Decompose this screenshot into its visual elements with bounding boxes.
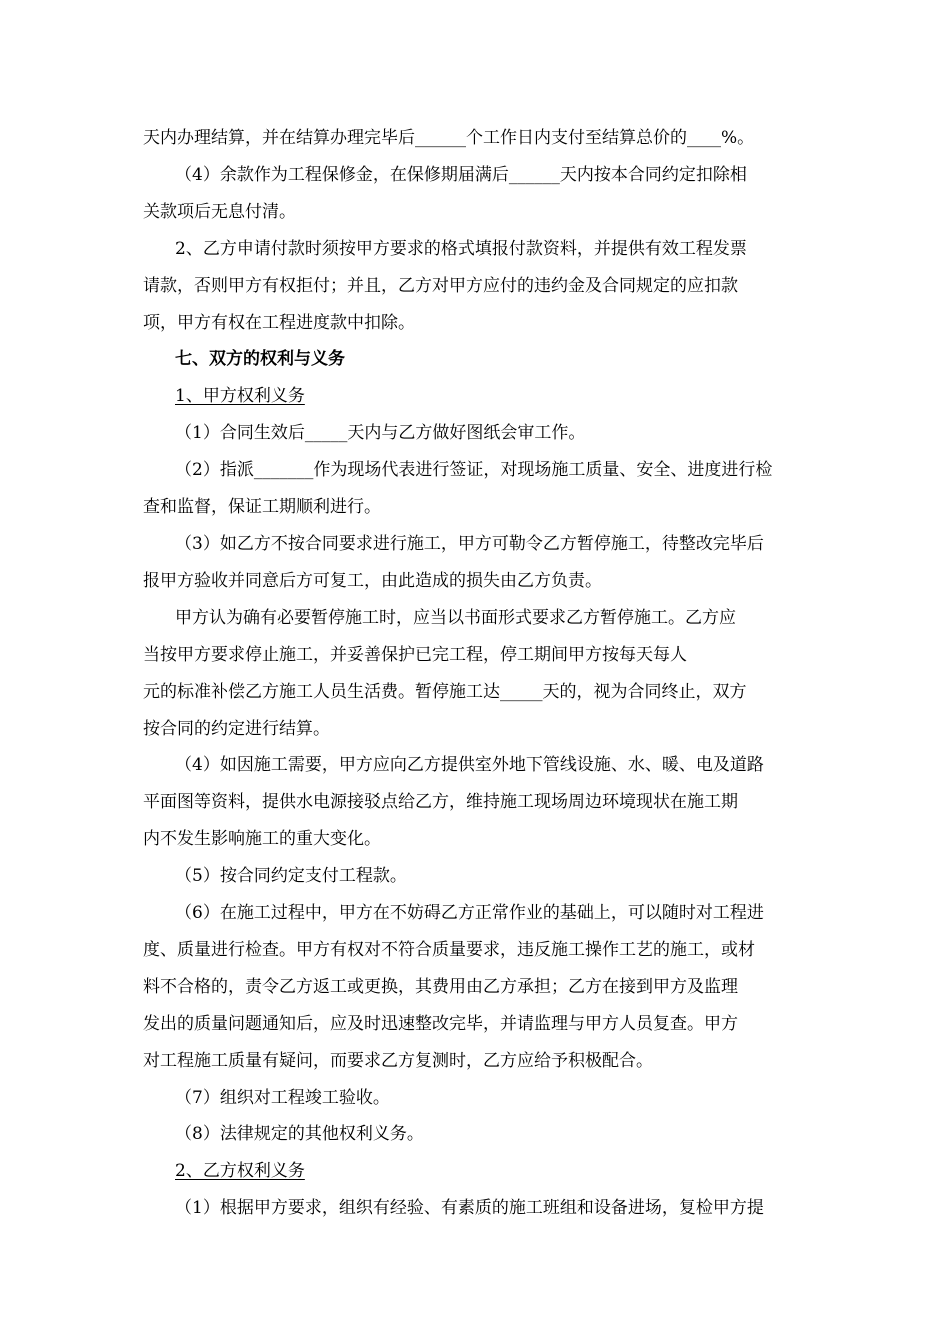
text-line: 项，甲方有权在工程进度款中扣除。 — [143, 312, 415, 333]
text-line: 度、质量进行检查。甲方有权对不符合质量要求，违反施工操作工艺的施工，或材 — [143, 939, 755, 960]
text-line: 2、乙方申请付款时须按甲方要求的格式填报付款资料，并提供有效工程发票 — [175, 238, 747, 259]
text-line: 内不发生影响施工的重大变化。 — [143, 829, 381, 850]
item-a4 — [143, 747, 811, 858]
text-line: 发出的质量问题通知后，应及时迅速整改完毕，并请监理与甲方人员复查。甲方 — [143, 1013, 738, 1034]
subheading-text: 1、甲方权利义务 — [175, 386, 305, 407]
heading-text: 七、双方的权利与义务 — [175, 349, 345, 370]
text-line: （4）余款作为工程保修金，在保修期届满后______天内按本合同约定扣除相 — [175, 164, 747, 185]
text-line: 料不合格的，责令乙方返工或更换，其费用由乙方承担；乙方在接到甲方及监理 — [143, 976, 738, 997]
text-line: 报甲方验收并同意后方可复工，由此造成的损失由乙方负责。 — [143, 570, 602, 591]
text-line: （1）根据甲方要求，组织有经验、有素质的施工班组和设备进场，复检甲方提 — [175, 1198, 764, 1219]
text-line: （1）合同生效后_____天内与乙方做好图纸会审工作。 — [175, 423, 586, 444]
item-a7 — [143, 1080, 811, 1117]
text-line: 平面图等资料，提供水电源接驳点给乙方，维持施工现场周边环境现状在施工期 — [143, 792, 738, 813]
text-line: （5）按合同约定支付工程款。 — [175, 866, 407, 887]
subheading-party-a — [143, 378, 811, 415]
text-line: 关款项后无息付清。 — [143, 201, 296, 222]
text-line: 甲方认为确有必要暂停施工时，应当以书面形式要求乙方暂停施工。乙方应 — [175, 607, 736, 628]
text-line: 查和监督，保证工期顺利进行。 — [143, 497, 381, 518]
text-line: 请款，否则甲方有权拒付；并且，乙方对甲方应付的违约金及合同规定的应扣款 — [143, 275, 738, 296]
text-line: （3）如乙方不按合同要求进行施工，甲方可勒令乙方暂停施工，待整改完毕后 — [175, 533, 764, 554]
item-b1 — [143, 1190, 811, 1227]
text-line: 按合同的约定进行结算。 — [143, 718, 330, 739]
document-body — [143, 120, 811, 1227]
subheading-text: 2、乙方权利义务 — [175, 1161, 305, 1182]
text-line: 元的标准补偿乙方施工人员生活费。暂停施工达_____天的，视为合同终止，双方 — [143, 681, 747, 702]
subheading-party-b — [143, 1153, 811, 1190]
paragraph-payment-application — [143, 231, 811, 342]
item-a1 — [143, 415, 811, 452]
item-a5 — [143, 858, 811, 895]
text-line: （2）指派_______作为现场代表进行签证，对现场施工质量、安全、进度进行检 — [175, 460, 773, 481]
text-line: （8）法律规定的其他权利义务。 — [175, 1124, 424, 1145]
paragraph-retention-money — [143, 157, 811, 231]
text-line: （4）如因施工需要，甲方应向乙方提供室外地下管线设施、水、暖、电及道路 — [175, 755, 764, 776]
text-line: 当按甲方要求停止施工，并妥善保护已完工程，停工期间甲方按每天每人 — [143, 644, 687, 665]
item-a3-suspension — [143, 600, 811, 748]
item-a6 — [143, 895, 811, 1080]
text-line: 对工程施工质量有疑问，而要求乙方复测时，乙方应给予积极配合。 — [143, 1050, 653, 1071]
text-line: （7）组织对工程竣工验收。 — [175, 1087, 390, 1108]
text-line: 天内办理结算，并在结算办理完毕后______个工作日内支付至结算总价的____%。 — [143, 128, 755, 148]
paragraph-settlement-payment — [143, 120, 811, 157]
item-a2 — [143, 452, 811, 526]
text-line: （6）在施工过程中，甲方在不妨碍乙方正常作业的基础上，可以随时对工程进 — [175, 903, 764, 924]
item-a8 — [143, 1116, 811, 1153]
section-heading-rights-obligations — [143, 341, 811, 378]
item-a3 — [143, 526, 811, 600]
